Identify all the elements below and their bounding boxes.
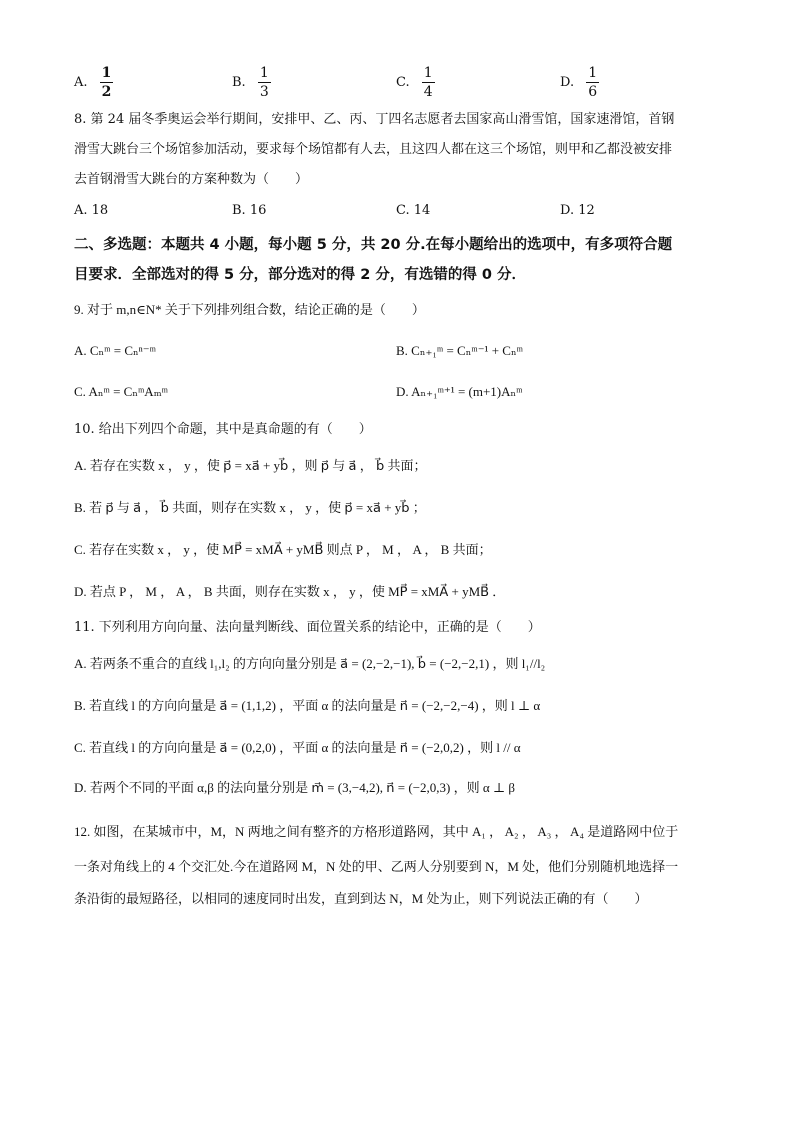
numerator: 1 bbox=[259, 65, 269, 81]
q9-option-b[interactable]: B. Cₙ₊₁ᵐ = Cₙᵐ⁻¹ + Cₙᵐ bbox=[396, 343, 523, 358]
q8-stem-line-1: 8. 第 24 届冬季奥运会举行期间，安排甲、乙、丙、丁四名志愿者去国家高山滑雪馆，国家速滑馆，首钢 bbox=[74, 112, 675, 127]
q10-option-c[interactable]: C. 若存在实数 x ， y ，使 MP⃗ = xMA⃗ + yMB⃗ 则点 P ， M ， A ， B 共面； bbox=[74, 542, 492, 557]
option-letter: D. bbox=[560, 75, 575, 90]
q7-option-a[interactable] bbox=[74, 64, 113, 101]
q10-stem: 10. 给出下列四个命题，其中是真命题的有（ ） bbox=[74, 422, 372, 437]
q11-option-a[interactable]: A. 若两条不重合的直线 l₁,l₂ 的方向向量分别是 a⃗ = (2,−2,−1), b⃗ = (−2,−2,1) ，则 l₁//l₂ bbox=[74, 656, 546, 671]
fraction bbox=[422, 64, 435, 101]
q9-stem: 9. 对于 m,n∈N* 关于下列排列组合数，结论正确的是（ ） bbox=[74, 302, 425, 317]
q9-options-row-1 bbox=[74, 343, 734, 369]
q9-options-row-2 bbox=[74, 384, 734, 410]
numerator: 1 bbox=[588, 65, 598, 81]
fraction bbox=[258, 64, 271, 101]
q11-option-b[interactable]: B. 若直线 l 的方向向量是 a⃗ = (1,1,2) ，平面 α 的法向量是 n⃗ = (−2,−2,−4) ，则 l ⊥ α bbox=[74, 698, 541, 713]
option-letter: B. bbox=[232, 75, 246, 90]
q8-option-c[interactable]: C. 14 bbox=[396, 203, 431, 218]
q7-option-d[interactable] bbox=[560, 64, 599, 101]
q10-option-b[interactable]: B. 若 p⃗ 与 a⃗ ， b⃗ 共面，则存在实数 x ， y ，使 p⃗ = xa⃗ + yb⃗ ； bbox=[74, 500, 426, 515]
q8-option-b[interactable]: B. 16 bbox=[232, 203, 267, 218]
q11-option-c[interactable]: C. 若直线 l 的方向向量是 a⃗ = (0,2,0) ，平面 α 的法向量是 n⃗ = (−2,0,2) ，则 l // α bbox=[74, 740, 521, 755]
q9-option-c[interactable]: C. Aₙᵐ = CₙᵐAₘᵐ bbox=[74, 384, 169, 399]
q8-stem-line-2: 滑雪大跳台三个场馆参加活动，要求每个场馆都有人去，且这四人都在这三个场馆，则甲和乙都没被安排 bbox=[74, 142, 673, 157]
numerator: 1 bbox=[101, 65, 112, 81]
q7-option-c[interactable] bbox=[396, 64, 435, 101]
q11-stem: 11. 下列利用方向向量、法向量判断线、面位置关系的结论中，正确的是（ ） bbox=[74, 620, 541, 635]
q8-options bbox=[74, 203, 734, 229]
option-letter: A. bbox=[74, 75, 88, 90]
fraction bbox=[586, 64, 599, 101]
denominator: 4 bbox=[423, 84, 433, 100]
q7-option-b[interactable] bbox=[232, 64, 271, 101]
q9-option-d[interactable]: D. Aₙ₊₁ᵐ⁺¹ = (m+1)Aₙᵐ bbox=[396, 384, 523, 399]
q7-options bbox=[74, 64, 734, 104]
denominator: 3 bbox=[259, 84, 269, 100]
q12-stem-line-2: 一条对角线上的 4 个交汇处.今在道路网 M，N 处的甲、乙两人分别要到 N，M 处，他们分别随机地选择一 bbox=[74, 859, 679, 874]
q8-option-a[interactable]: A. 18 bbox=[74, 203, 109, 218]
q12-stem-line-3: 条沿街的最短路径，以相同的速度同时出发，直到到达 N，M 处为止，则下列说法正确的有（ ） bbox=[74, 891, 648, 906]
q8-option-d[interactable]: D. 12 bbox=[560, 203, 595, 218]
q8-stem-line-3: 去首钢滑雪大跳台的方案种数为（ ） bbox=[74, 172, 309, 187]
q11-option-d[interactable]: D. 若两个不同的平面 α,β 的法向量分别是 m⃗ = (3,−4,2), n⃗ = (−2,0,3) ，则 α ⊥ β bbox=[74, 780, 516, 795]
numerator: 1 bbox=[423, 65, 433, 81]
q10-option-d[interactable]: D. 若点 P ， M ， A ， B 共面，则存在实数 x ， y ，使 MP⃗ = xMA⃗ + yMB⃗ ． bbox=[74, 584, 506, 599]
q10-option-a[interactable]: A. 若存在实数 x ， y ，使 p⃗ = xa⃗ + yb⃗ ，则 p⃗ 与 a⃗ ， b⃗ 共面； bbox=[74, 458, 427, 473]
section-heading-line-1: 二、多选题：本题共 4 小题，每小题 5 分，共 20 分.在每小题给出的选项中，有多项符合题 bbox=[74, 237, 673, 253]
fraction bbox=[100, 64, 114, 101]
denominator: 6 bbox=[588, 84, 598, 100]
q9-option-a[interactable]: A. Cₙᵐ = Cₙⁿ⁻ᵐ bbox=[74, 343, 156, 358]
option-letter: C. bbox=[396, 75, 410, 90]
section-heading-line-2: 目要求．全部选对的得 5 分，部分选对的得 2 分，有选错的得 0 分． bbox=[74, 267, 527, 283]
q12-stem-line-1: 12. 如图，在某城市中，M，N 两地之间有整齐的方格形道路网，其中 A₁ ， A₂ ， A₃ ， A₄ 是道路网中位于 bbox=[74, 824, 679, 839]
denominator: 2 bbox=[101, 84, 112, 100]
